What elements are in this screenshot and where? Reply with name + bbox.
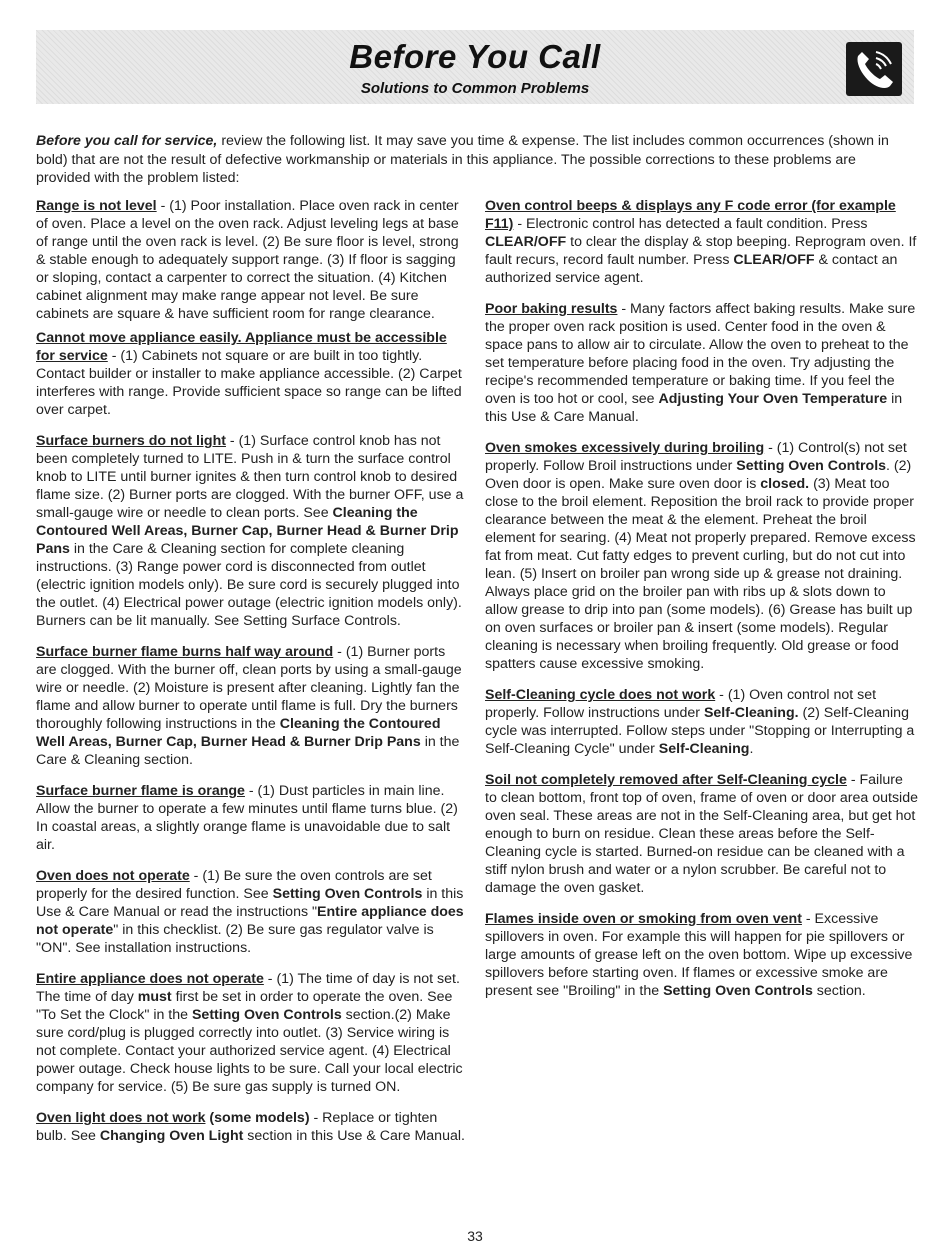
section-reference: Self-Cleaning.: [703, 705, 799, 721]
right-column: [485, 197, 918, 1013]
problem-range-not-level: [36, 197, 466, 323]
intro-lead: Before you call for service,: [36, 133, 218, 149]
solution-text: - (1) Burner ports are clogged. With the burner off, clean ports by using a small-gauge wire or needle. (2) Moisture is present after cleaning. Lightly fan the flame and allow burner to operate until flame is full. Dry the burners thoroughly following instructions in the: [36, 644, 462, 732]
solution-text: in the Care & Cleaning section.: [36, 734, 460, 768]
emphasis-text: closed.: [760, 476, 810, 492]
problem-heading: Poor baking results: [485, 301, 618, 317]
header-banner: [36, 30, 914, 104]
problem-self-clean-not-working: [485, 686, 918, 758]
problem-heading: Oven smokes excessively during broiling: [485, 440, 765, 456]
solution-text: to clear the display & stop beeping. Reprogram oven. If fault recurs, record fault number. Press: [485, 234, 917, 268]
problem-oven-smokes: [485, 439, 918, 673]
problem-heading: Flames inside oven or smoking from oven vent: [485, 911, 802, 927]
solution-text: . (2) Oven door is open. Make sure oven door is: [485, 458, 912, 492]
problem-heading: Oven control beeps & displays any F code error (for example F11): [485, 198, 896, 232]
intro-paragraph: [36, 132, 914, 188]
solution-text: (3) Meat too close to the broil element. Reposition the broil rack to provide proper clearance between the meat & the element. Preheat the broil element for searing. (4) Meat not properly prepared. Remove excess fat from meat. Cut fatty edges to prevent curling, but do not cut into lean. (5) Insert on broiler pan wrong side up & grease not draining. Always place grid on the broiler pan with ribs up & slots down to allow grease to drip into pan (some models). (6) Grease has built up on oven surfaces or broiler pan & insert (some models). Regular cleaning is necessary when broiling frequently. Old grease or food spatters cause excessive smoking.: [485, 476, 916, 672]
problem-flame-half-way: [36, 643, 466, 769]
page-subtitle: Solutions to Common Problems: [360, 80, 590, 97]
solution-text: in this Use & Care Manual.: [485, 391, 903, 425]
solution-text: - (1) Dust particles in main line. Allow the burner to operate a few minutes until flame turns blue. (2) In coastal areas, a slightly orange flame is unavoidable due to salt air.: [36, 783, 458, 853]
problem-cannot-move-appliance: [36, 329, 466, 419]
emphasis-text: must: [137, 989, 172, 1005]
solution-text: first be set in order to operate the oven. See "To Set the Clock" in the: [36, 989, 453, 1023]
problem-heading: Soil not completely removed after Self-Cleaning cycle: [485, 772, 847, 788]
solution-text: " in this checklist. (2) Be sure gas regulator valve is "ON". See installation instructions.: [36, 922, 434, 956]
key-label: CLEAR/OFF: [485, 234, 567, 250]
key-label: CLEAR/OFF: [733, 252, 815, 268]
problem-heading: Cannot move appliance easily. Appliance must be accessible for service: [36, 330, 447, 364]
solution-text: section.: [812, 983, 866, 999]
solution-text: (2) Self-Cleaning cycle was interrupted. Follow steps under "Stopping or Interrupting a Self-Cleaning Cycle" under: [485, 705, 915, 757]
page-number: 33: [467, 1228, 483, 1244]
solution-text: - (1) Surface control knob has not been completely turned to LITE. Push in & turn the surface control knob to LITE until burner ignites & then turn control knob to desired flame size. (2) Burner ports are clogged. With the burner OFF, use a small-gauge wire or needle to clean ports. See: [36, 433, 464, 521]
problem-heading: Surface burner flame burns half way around: [36, 644, 334, 660]
problem-flame-orange: [36, 782, 466, 854]
solution-text: section in this Use & Care Manual.: [243, 1128, 465, 1144]
solution-text: - Electronic control has detected a fault condition. Press: [513, 216, 868, 232]
solution-text: in this Use & Care Manual or read the instructions ": [36, 886, 464, 920]
section-reference: Adjusting Your Oven Temperature: [658, 391, 888, 407]
problem-soil-not-removed: [485, 771, 918, 897]
solution-text: - (1) The time of day is not set. The time of day: [36, 971, 460, 1005]
section-reference: Cleaning the Contoured Well Areas, Burner Cap, Burner Head & Burner Drip Pans: [36, 716, 441, 750]
solution-text: - Replace or tighten bulb. See: [36, 1110, 438, 1144]
problem-flames-inside-oven: [485, 910, 918, 1000]
section-reference: Self-Cleaning: [658, 741, 750, 757]
problem-heading: Range is not level: [36, 198, 157, 214]
problem-oven-does-not-operate: [36, 867, 466, 957]
problem-heading: Oven light does not work: [36, 1110, 206, 1126]
solution-text: - (1) Poor installation. Place oven rack in center of oven. Place a level on the oven rack. Adjust leveling legs at base of range until the oven rack is level. (2) Be sure floor is level, strong & stable enough to adequately support range. (3) If floor is sagging or sloping, contact a carpenter to correct the situation. (4) Kitchen cabinet alignment may make range appear not level. Be sure cabinets are square & have sufficient room for range clearance.: [36, 198, 459, 322]
problem-heading: Surface burners do not light: [36, 433, 226, 449]
solution-text: - Many factors affect baking results. Make sure the proper oven rack position is used. Center food in the oven & space pans to allow air to circulate. Allow the oven to preheat to the set temperature before placing food in the oven. Try adjusting the recipe's recommended temperature or baking time. If you feel the oven is too hot or cool, see: [485, 301, 916, 407]
problem-f-code-error: [485, 197, 918, 287]
section-reference: Cleaning the Contoured Well Areas, Burner Cap, Burner Head & Burner Drip Pans: [36, 505, 459, 557]
problem-heading: Oven does not operate: [36, 868, 190, 884]
problem-heading: Surface burner flame is orange: [36, 783, 245, 799]
solution-text: .: [749, 741, 754, 757]
solution-text: - (1) Cabinets not square or are built in too tightly. Contact builder or installer to make appliance accessible. (2) Carpet interferes with range. Provide sufficient space so range can be lifted over carpet.: [36, 348, 462, 418]
checklist-reference: Entire appliance does not operate: [36, 904, 464, 938]
section-reference: Setting Oven Controls: [663, 983, 813, 999]
model-note: (some models): [205, 1110, 310, 1126]
solution-text: - Failure to clean bottom, front top of oven, frame of oven or door area outside oven seal. These areas are not in the Self-Cleaning area, but get hot enough to burn on residue. Clean these areas before the Self-Cleaning cycle is started. Burned-on residue can be cleaned with a stiff nylon brush and water or a nylon scrubber. Be careful not to damage the oven gasket.: [485, 772, 918, 896]
section-reference: Setting Oven Controls: [736, 458, 887, 474]
solution-text: & contact an authorized service agent.: [485, 252, 898, 286]
solution-text: - (1) Control(s) not set properly. Follow Broil instructions under: [485, 440, 907, 474]
problem-heading: Entire appliance does not operate: [36, 971, 264, 987]
problem-oven-light: [36, 1109, 466, 1145]
section-reference: Setting Oven Controls: [272, 886, 423, 902]
left-column: [36, 197, 466, 1158]
page-title: Before You Call: [349, 38, 601, 75]
problem-entire-appliance-does-not-operate: [36, 970, 466, 1096]
section-reference: Setting Oven Controls: [191, 1007, 342, 1023]
intro-text: review the following list. It may save you time & expense. The list includes common occurrences (shown in bold) that are not the result of defective workmanship or materials in this appliance. The possible corrections to these problems are provided with the problem listed:: [36, 133, 889, 186]
solution-text: in the Care & Cleaning section for complete cleaning instructions. (3) Range power cord is disconnected from outlet (electric ignition models only). Be sure cord is securely plugged into the outlet. (4) Electrical power outage (electric ignition models only). Burners can be lit manually. See Setting Surface Controls.: [36, 541, 462, 629]
solution-text: - (1) Oven control not set properly. Follow instructions under: [485, 687, 877, 721]
solution-text: - Excessive spillovers in oven. For example this will happen for pie spillovers or large amounts of grease left on the oven bottom. Wipe up excessive spillovers before starting oven. If flames or excessive smoke are present see "Broiling" in the: [485, 911, 913, 999]
section-reference: Changing Oven Light: [99, 1128, 244, 1144]
solution-text: - (1) Be sure the oven controls are set properly for the desired function. See: [36, 868, 432, 902]
problem-heading: Self-Cleaning cycle does not work: [485, 687, 716, 703]
problem-poor-baking: [485, 300, 918, 426]
problem-surface-burners-do-not-light: [36, 432, 466, 630]
solution-text: section.(2) Make sure cord/plug is plugged correctly into outlet. (3) Service wiring is not complete. Contact your authorized service agent. (4) Electrical power outage. Check house lights to be sure. Call your local electric company for service. (5) Be sure gas supply is turned ON.: [36, 1007, 463, 1095]
telephone-icon: [846, 42, 902, 96]
